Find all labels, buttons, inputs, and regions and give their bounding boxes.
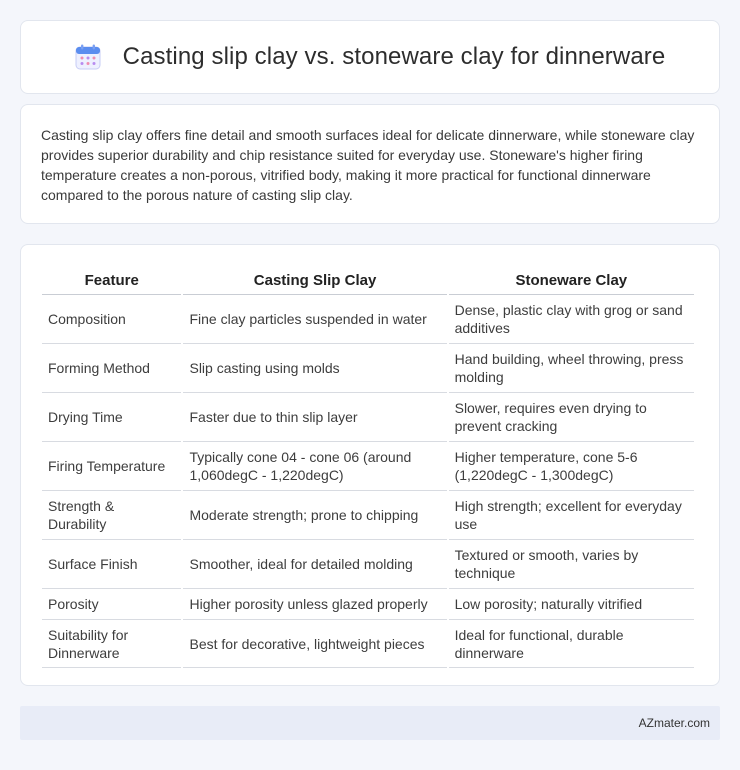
title-wrap	[75, 43, 666, 71]
casting-slip-cell: Slip casting using molds	[183, 344, 446, 393]
stoneware-cell: High strength; excellent for everyday use	[449, 491, 694, 540]
footer-brand: AZmater.com	[638, 716, 710, 730]
column-header-stoneware: Stoneware Clay	[449, 265, 694, 295]
casting-slip-cell: Typically cone 04 - cone 06 (around 1,060degC - 1,220degC)	[183, 442, 446, 491]
feature-cell: Firing Temperature	[42, 442, 181, 491]
feature-cell: Forming Method	[42, 344, 181, 393]
casting-slip-cell: Best for decorative, lightweight pieces	[183, 620, 446, 668]
feature-cell: Surface Finish	[42, 540, 181, 589]
feature-cell: Porosity	[42, 589, 181, 620]
casting-slip-cell: Fine clay particles suspended in water	[183, 295, 446, 344]
comparison-table	[40, 265, 696, 668]
stoneware-cell: Hand building, wheel throwing, press molding	[449, 344, 694, 393]
page-title: Casting slip clay vs. stoneware clay for dinnerware	[122, 43, 666, 70]
summary-card	[20, 104, 720, 224]
table-row	[42, 620, 694, 668]
feature-cell: Drying Time	[42, 393, 181, 442]
casting-slip-cell: Faster due to thin slip layer	[183, 393, 446, 442]
feature-cell: Composition	[42, 295, 181, 344]
table-header-row	[42, 265, 694, 295]
table-row	[42, 540, 694, 589]
stoneware-cell: Slower, requires even drying to prevent cracking	[449, 393, 694, 442]
stoneware-cell: Low porosity; naturally vitrified	[449, 589, 694, 620]
table-row	[42, 344, 694, 393]
casting-slip-cell: Higher porosity unless glazed properly	[183, 589, 446, 620]
title-card	[20, 20, 720, 94]
column-header-feature: Feature	[42, 265, 181, 295]
stoneware-cell: Higher temperature, cone 5-6 (1,220degC - 1,300degC)	[449, 442, 694, 491]
feature-cell: Suitability for Dinnerware	[42, 620, 181, 668]
table-row	[42, 295, 694, 344]
calendar-icon	[75, 44, 101, 70]
column-header-casting-slip: Casting Slip Clay	[183, 265, 446, 295]
comparison-card	[20, 244, 720, 686]
table-row	[42, 491, 694, 540]
table-row	[42, 589, 694, 620]
casting-slip-cell: Moderate strength; prone to chipping	[183, 491, 446, 540]
feature-cell: Strength & Durability	[42, 491, 181, 540]
stoneware-cell: Textured or smooth, varies by technique	[449, 540, 694, 589]
summary-text: Casting slip clay offers fine detail and smooth surfaces ideal for delicate dinnerware, while stoneware clay provides superior durability and chip resistance suited for everyday use. Stoneware's higher firing temperature creates a non-porous, vitrified body, making it more practical for functional dinnerware compared to the porous nature of casting slip clay.	[41, 127, 695, 203]
stoneware-cell: Ideal for functional, durable dinnerware	[449, 620, 694, 668]
table-row	[42, 442, 694, 491]
casting-slip-cell: Smoother, ideal for detailed molding	[183, 540, 446, 589]
stoneware-cell: Dense, plastic clay with grog or sand additives	[449, 295, 694, 344]
table-row	[42, 393, 694, 442]
footer-bar	[20, 706, 720, 740]
